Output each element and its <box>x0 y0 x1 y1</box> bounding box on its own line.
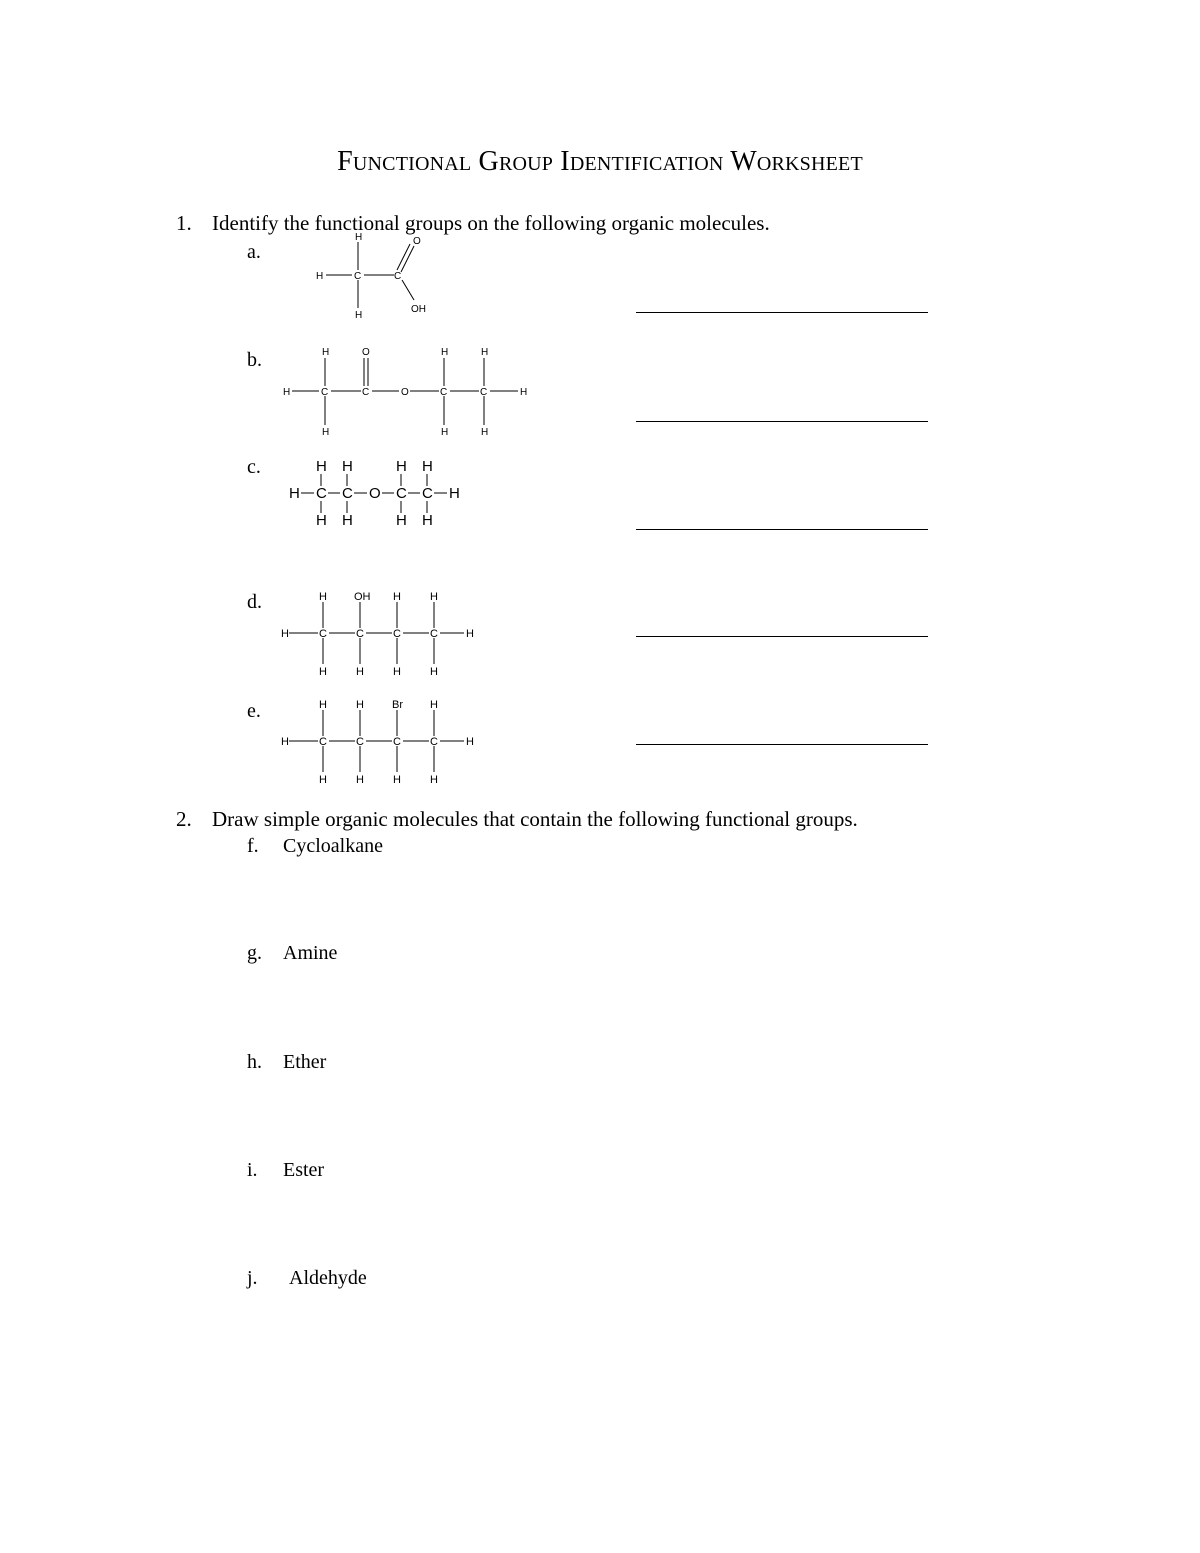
atom-h: H <box>281 628 289 640</box>
atom-h: H <box>481 427 489 438</box>
atom-h: H <box>281 736 289 748</box>
item-letter-a: a. <box>247 241 261 263</box>
atom-h: H <box>430 699 438 711</box>
atom-h: H <box>316 458 327 475</box>
item-letter-j: j. <box>247 1267 258 1289</box>
item-label-aldehyde: Aldehyde <box>289 1267 367 1289</box>
answer-line-e[interactable] <box>636 744 928 745</box>
atom-h: H <box>449 485 460 502</box>
item-letter-b: b. <box>247 349 262 371</box>
atom-c: C <box>440 387 448 398</box>
atom-h: H <box>430 774 438 786</box>
atom-c: C <box>394 271 402 282</box>
atom-h: H <box>393 774 401 786</box>
atom-c: C <box>356 628 364 640</box>
atom-h: H <box>283 387 291 398</box>
item-letter-i: i. <box>247 1159 258 1181</box>
atom-c: C <box>430 628 438 640</box>
question-text: Draw simple organic molecules that contain the following functional groups. <box>212 807 858 831</box>
atom-h: H <box>289 485 300 502</box>
atom-h: H <box>356 699 364 711</box>
atom-h: H <box>322 347 330 358</box>
atom-oh: OH <box>354 591 371 603</box>
item-label-cycloalkane: Cycloalkane <box>283 835 383 857</box>
item-letter-e: e. <box>247 700 261 722</box>
atom-h: H <box>319 699 327 711</box>
item-label-amine: Amine <box>283 942 338 964</box>
atom-h: H <box>441 427 449 438</box>
atom-c: C <box>342 485 353 502</box>
atom-c: C <box>362 387 370 398</box>
atom-h: H <box>466 628 474 640</box>
molecule-d <box>278 587 498 679</box>
item-letter-g: g. <box>247 942 262 964</box>
atom-h: H <box>319 666 327 678</box>
atom-h: H <box>316 271 324 282</box>
atom-h: H <box>342 458 353 475</box>
atom-c: C <box>319 628 327 640</box>
atom-c: C <box>319 736 327 748</box>
atom-c: C <box>316 485 327 502</box>
answer-line-d[interactable] <box>636 636 928 637</box>
atom-h: H <box>481 347 489 358</box>
item-letter-h: h. <box>247 1051 262 1073</box>
answer-line-b[interactable] <box>636 421 928 422</box>
atom-h: H <box>422 458 433 475</box>
atom-h: H <box>396 512 407 529</box>
molecule-b <box>278 340 538 440</box>
atom-h: H <box>316 512 327 529</box>
worksheet-title: Functional Group Identification Worksheet <box>337 146 863 177</box>
atom-h: H <box>422 512 433 529</box>
answer-line-c[interactable] <box>636 529 928 530</box>
molecule-a <box>300 222 460 322</box>
atom-c: C <box>393 628 401 640</box>
atom-br: Br <box>392 699 403 711</box>
molecule-c <box>285 455 475 530</box>
atom-h: H <box>466 736 474 748</box>
item-letter-d: d. <box>247 591 262 613</box>
atom-o: O <box>401 387 409 398</box>
atom-h: H <box>430 591 438 603</box>
atom-h: H <box>396 458 407 475</box>
atom-h: H <box>393 666 401 678</box>
item-letter-c: c. <box>247 456 261 478</box>
atom-c: C <box>393 736 401 748</box>
atom-h: H <box>520 387 528 398</box>
atom-c: C <box>430 736 438 748</box>
atom-h: H <box>356 666 364 678</box>
atom-h: H <box>322 427 330 438</box>
atom-h: H <box>319 591 327 603</box>
atom-h: H <box>355 232 363 243</box>
atom-h: H <box>356 774 364 786</box>
item-letter-f: f. <box>247 835 259 857</box>
atom-h: H <box>393 591 401 603</box>
question-number: 2. <box>176 807 192 831</box>
atom-c: C <box>422 485 433 502</box>
atom-o: O <box>362 347 370 358</box>
question-text: Identify the functional groups on the following organic molecules. <box>212 211 770 235</box>
atom-c: C <box>354 271 362 282</box>
answer-line-a[interactable] <box>636 312 928 313</box>
item-label-ester: Ester <box>283 1159 325 1181</box>
atom-h: H <box>342 512 353 529</box>
atom-c: C <box>396 485 407 502</box>
atom-oh: OH <box>411 304 426 315</box>
atom-h: H <box>441 347 449 358</box>
atom-h: H <box>319 774 327 786</box>
item-label-ether: Ether <box>283 1051 327 1073</box>
atom-o: O <box>413 236 421 247</box>
molecule-e <box>278 695 498 787</box>
question-number: 1. <box>176 211 192 235</box>
atom-o: O <box>369 485 381 502</box>
atom-h: H <box>430 666 438 678</box>
atom-h: H <box>355 310 363 321</box>
atom-c: C <box>480 387 488 398</box>
atom-c: C <box>321 387 329 398</box>
atom-c: C <box>356 736 364 748</box>
